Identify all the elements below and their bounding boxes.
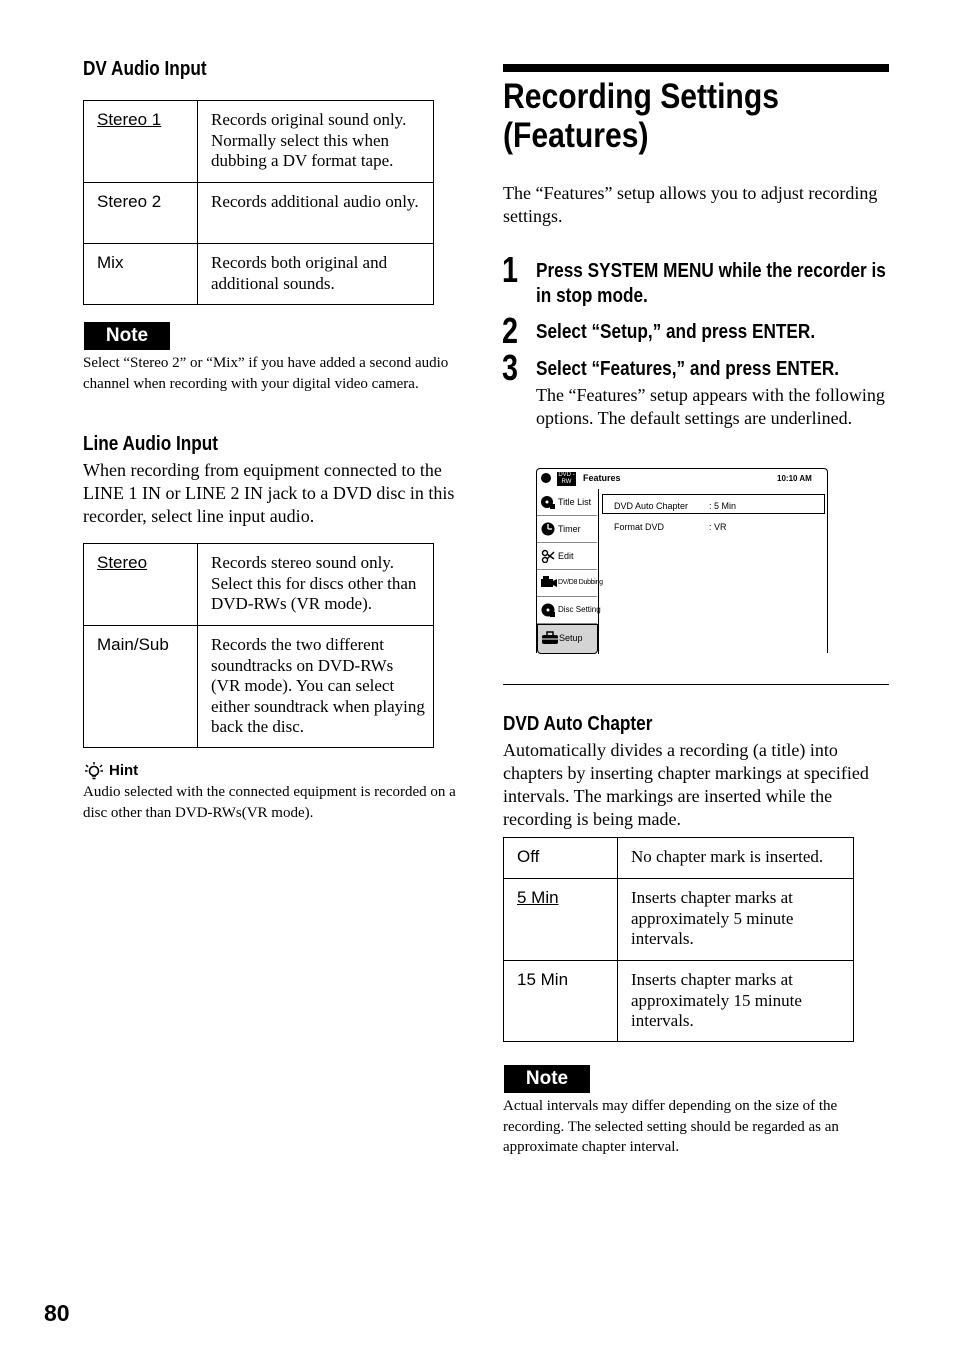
timer-icon: [541, 522, 555, 536]
menu-item-disc-setting[interactable]: Disc Setting: [537, 597, 597, 624]
table-row: [84, 101, 434, 183]
title-list-icon: [541, 495, 555, 509]
toolbox-icon: [542, 631, 556, 645]
option-desc: Records additional audio only.: [198, 183, 434, 244]
line-audio-text: When recording from equipment connected to the LINE 1 IN or LINE 2 IN jack to a DVD disc in this recorder, select line input audio.: [83, 460, 455, 526]
disc-icon: [541, 473, 551, 483]
note-badge: Note: [84, 322, 170, 350]
dvd-auto-chapter-heading: DVD Auto Chapter: [503, 713, 653, 735]
option-desc: Records both original and additional sounds.: [198, 244, 434, 305]
chapter-table: [503, 837, 854, 1042]
section-divider: [503, 684, 889, 685]
setting-label: Format DVD: [614, 522, 665, 532]
option-desc: No chapter mark is inserted.: [618, 838, 854, 879]
step-number: 2: [502, 310, 519, 351]
table-row: [504, 879, 854, 961]
option-desc: Records the two different soundtracks on DVD-RWs (VR mode). You can select either soundtrack when playing back the disc.: [198, 626, 434, 748]
intro-text: The “Features” setup allows you to adjust recording settings.: [503, 183, 878, 226]
lightbulb-icon: [84, 761, 104, 781]
setting-label: DVD Auto Chapter: [614, 501, 689, 511]
option-name: Off: [517, 847, 540, 866]
note-badge: Note: [504, 1065, 590, 1093]
option-name: 15 Min: [517, 970, 569, 989]
scissors-icon: [541, 549, 555, 563]
chapter-text: Automatically divides a recording (a title) into chapters by inserting chapter markings at specified intervals. The markings are inserted while the recording is being made.: [503, 740, 869, 829]
menu-item-setup[interactable]: Setup: [537, 624, 598, 654]
screen-time: 10:10 AM: [777, 474, 812, 483]
hint-text: Audio selected with the connected equipment is recorded on a disc other than DVD-RWs(VR mode).: [83, 784, 456, 821]
hint-label: Hint: [109, 762, 139, 779]
dvd-rw-badge: DVD -RW: [558, 472, 575, 485]
dv-audio-heading: DV Audio Input: [83, 58, 207, 80]
title-rule: [503, 64, 889, 72]
table-row: [84, 544, 434, 626]
option-desc: Records stereo sound only. Select this for discs other than DVD-RWs (VR mode).: [198, 544, 434, 626]
option-desc: Inserts chapter marks at approximately 5 minute intervals.: [618, 879, 854, 961]
option-name: Stereo 2: [97, 192, 162, 211]
screen-title: Features: [583, 473, 621, 483]
option-name: 5 Min: [517, 888, 559, 907]
step-number: 3: [502, 347, 519, 388]
note-text: Actual intervals may differ depending on the size of the recording. The selected setting should be regarded as an approximate chapter interval.: [503, 1098, 839, 1155]
menu-item-title-list[interactable]: Title List: [537, 489, 597, 516]
disc-setting-icon: [541, 603, 555, 617]
step-number: 1: [502, 249, 519, 290]
note-text: Select “Stereo 2” or “Mix” if you have added a second audio channel when recording with your digital video camera.: [83, 355, 449, 392]
option-name: Stereo 1: [97, 110, 162, 129]
line-audio-heading: Line Audio Input: [83, 433, 219, 455]
features-screen: [536, 468, 828, 654]
menu-item-timer[interactable]: Timer: [537, 516, 597, 543]
option-name: Stereo: [97, 553, 148, 572]
option-desc: Inserts chapter marks at approximately 15 minute intervals.: [618, 961, 854, 1042]
step-text: Press SYSTEM MENU while the recorder is in stop mode.: [536, 260, 886, 307]
page-title: Recording Settings (Features): [503, 77, 779, 155]
option-name: Main/Sub: [97, 635, 169, 654]
setting-value: : 5 Min: [709, 501, 737, 511]
menu-item-dv-dubbing[interactable]: DV/D8 Dubbing: [537, 570, 597, 597]
option-desc: Records original sound only. Normally select this when dubbing a DV format tape.: [198, 101, 434, 183]
dv-audio-table: [83, 100, 434, 305]
table-row: [504, 838, 854, 879]
step-text: Select “Features,” and press ENTER.: [536, 358, 840, 380]
page-number: 80: [44, 1300, 70, 1326]
table-row: [504, 961, 854, 1042]
step-text: Select “Setup,” and press ENTER.: [536, 321, 816, 343]
step3-detail: The “Features” setup appears with the following options. The default settings are underlined.: [536, 385, 885, 428]
table-row: [84, 626, 434, 748]
table-row: [84, 183, 434, 244]
table-row: [84, 244, 434, 305]
camcorder-icon: [541, 576, 555, 590]
menu-item-edit[interactable]: Edit: [537, 543, 597, 570]
setting-value[interactable]: : VR: [709, 522, 727, 532]
line-audio-table: [83, 543, 434, 748]
option-name: Mix: [97, 253, 124, 272]
